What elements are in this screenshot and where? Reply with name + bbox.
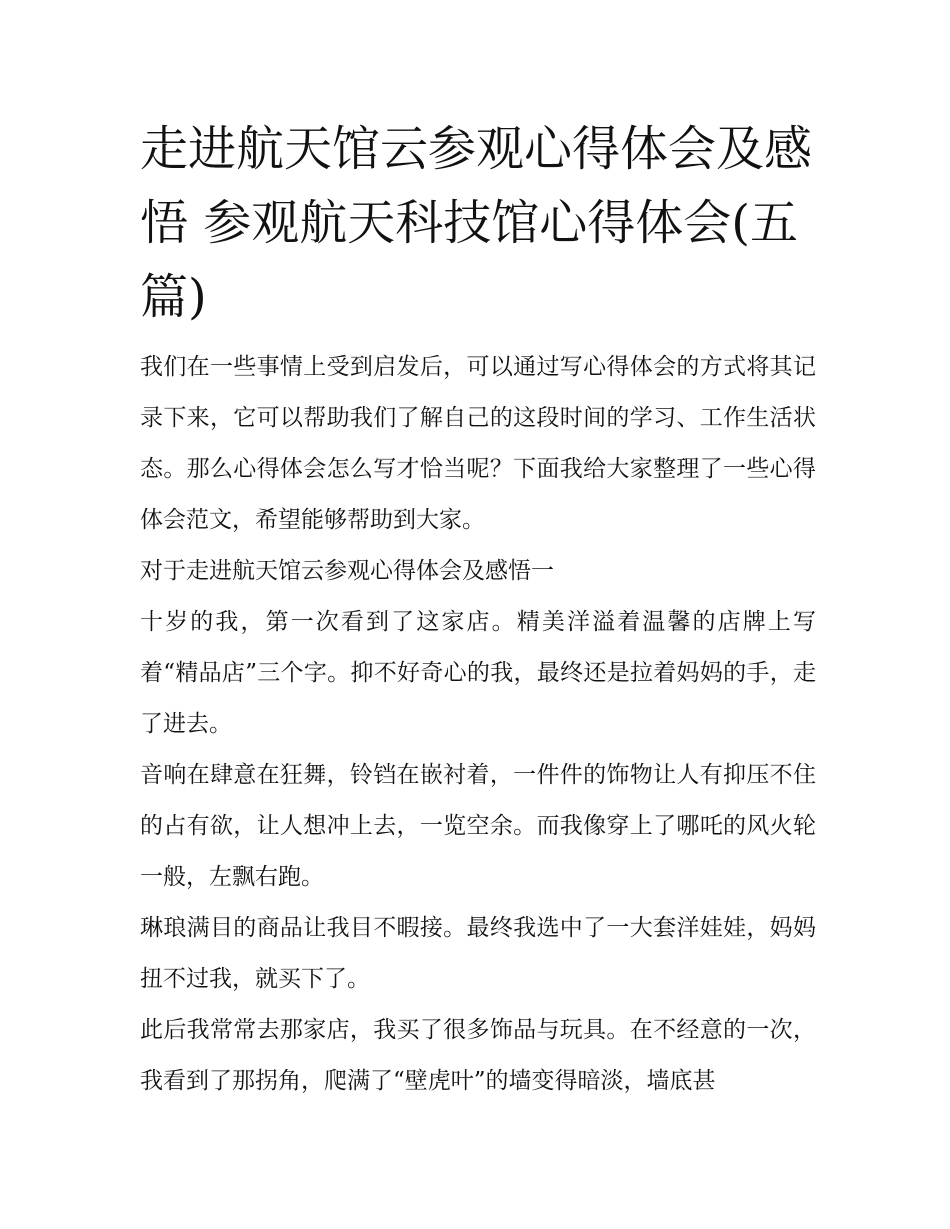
intro-paragraph: 我们在一些事情上受到启发后，可以通过写心得体会的方式将其记录下来，它可以帮助我们了解自己的这段时间的学习、工作生活状态。那么心得体会怎么写才恰当呢？下面我给大家整理了一些心得体会范文，希望能够帮助到大家。 bbox=[140, 354, 816, 533]
document-body bbox=[140, 342, 816, 1107]
document-content bbox=[140, 112, 816, 1107]
document-title: 走进航天馆云参观心得体会及感悟 参观航天科技馆心得体会(五篇) bbox=[140, 121, 813, 325]
body-paragraph: 此后我常常去那家店，我买了很多饰品与玩具。在不经意的一次，我看到了那拐角，爬满了“壁虎叶”的墙变得暗淡，墙底甚 bbox=[140, 1017, 816, 1094]
body-paragraph: 十岁的我，第一次看到了这家店。精美洋溢着温馨的店牌上写着“精品店”三个字。抑不好奇心的我，最终还是拉着妈妈的手，走了进去。 bbox=[140, 609, 816, 737]
body-paragraph: 音响在肆意在狂舞，铃铛在嵌衬着，一件件的饰物让人有抑压不住的占有欲，让人想冲上去，一览空余。而我像穿上了哪吒的风火轮一般，左飘右跑。 bbox=[140, 762, 816, 890]
section-heading: 对于走进航天馆云参观心得体会及感悟一 bbox=[140, 558, 554, 584]
body-paragraph: 琳琅满目的商品让我目不暇接。最终我选中了一大套洋娃娃，妈妈扭不过我，就买下了。 bbox=[140, 915, 816, 992]
